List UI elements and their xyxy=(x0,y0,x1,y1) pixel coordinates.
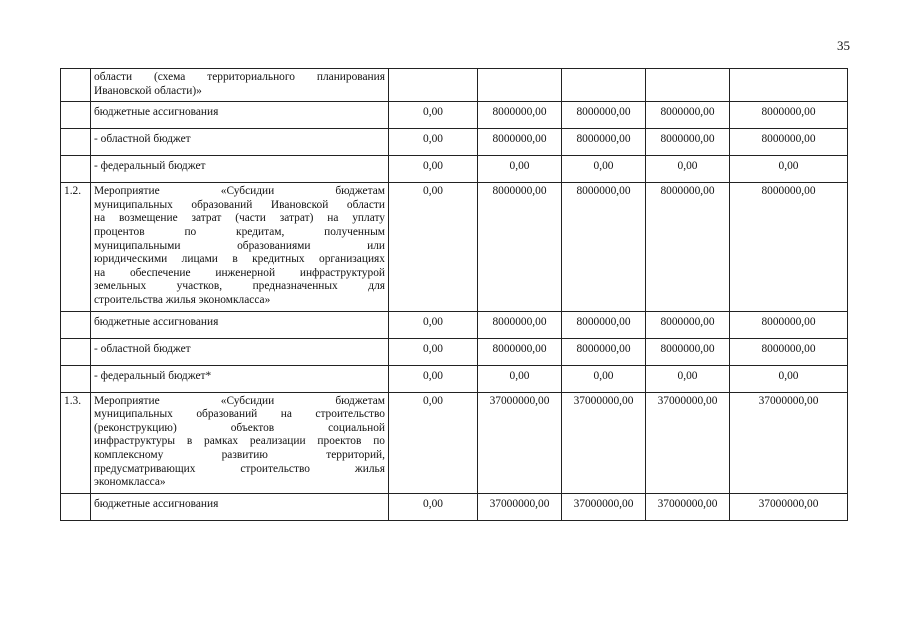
table-row xyxy=(61,365,848,392)
value-cell: 0,00 xyxy=(389,129,478,156)
value-cell: 0,00 xyxy=(562,156,646,183)
row-name-line: процентов по кредитам, полученным xyxy=(94,225,385,238)
value-cell: 8000000,00 xyxy=(730,311,848,338)
value-cell: 8000000,00 xyxy=(562,102,646,129)
value-cell: 8000000,00 xyxy=(562,311,646,338)
value-cell: 0,00 xyxy=(478,365,562,392)
row-name-line: на обеспечение инженерной инфраструктурой xyxy=(94,266,385,279)
value-cell: 8000000,00 xyxy=(562,183,646,311)
value-cell: 0,00 xyxy=(562,365,646,392)
value-cell: 0,00 xyxy=(478,156,562,183)
value-cell: 37000000,00 xyxy=(730,493,848,520)
value-cell: 0,00 xyxy=(646,156,730,183)
value-cell: 37000000,00 xyxy=(646,493,730,520)
table-row xyxy=(61,69,848,102)
value-cell: 8000000,00 xyxy=(478,129,562,156)
row-name: - областной бюджет xyxy=(91,338,389,365)
value-cell xyxy=(389,69,478,102)
row-name: - федеральный бюджет xyxy=(91,156,389,183)
row-name-line: земельных участков, предназначенных для xyxy=(94,280,385,293)
value-cell: 8000000,00 xyxy=(478,183,562,311)
value-cell: 37000000,00 xyxy=(478,493,562,520)
table-row xyxy=(61,338,848,365)
table-row xyxy=(61,129,848,156)
value-cell: 0,00 xyxy=(730,156,848,183)
row-name-line: Мероприятие «Субсидии бюджетам xyxy=(94,394,385,407)
value-cell xyxy=(646,69,730,102)
row-name: - областной бюджет xyxy=(91,129,389,156)
row-number xyxy=(61,311,91,338)
value-cell: 0,00 xyxy=(389,365,478,392)
row-name-line: на возмещение затрат (части затрат) на уплату xyxy=(94,212,385,225)
row-name-line: муниципальных образований на строительство xyxy=(94,408,385,421)
table-row xyxy=(61,102,848,129)
value-cell xyxy=(730,69,848,102)
row-number xyxy=(61,338,91,365)
value-cell: 8000000,00 xyxy=(730,338,848,365)
row-name-line: Мероприятие «Субсидии бюджетам xyxy=(94,185,385,198)
value-cell: 8000000,00 xyxy=(478,338,562,365)
value-cell: 0,00 xyxy=(389,338,478,365)
table-row xyxy=(61,156,848,183)
value-cell: 0,00 xyxy=(389,102,478,129)
value-cell: 0,00 xyxy=(389,493,478,520)
value-cell: 0,00 xyxy=(389,183,478,311)
page-number: 35 xyxy=(837,38,850,53)
row-name: - федеральный бюджет* xyxy=(91,365,389,392)
row-name-line: муниципальных образований Ивановской области xyxy=(94,198,385,211)
row-name-line: инфраструктуры в рамках реализации проектов по xyxy=(94,435,385,448)
row-name: бюджетные ассигнования xyxy=(91,493,389,520)
value-cell: 8000000,00 xyxy=(646,102,730,129)
value-cell: 8000000,00 xyxy=(646,338,730,365)
row-number xyxy=(61,365,91,392)
value-cell: 8000000,00 xyxy=(478,102,562,129)
row-name-line: комплексному развитию территорий, xyxy=(94,448,385,461)
row-number: 1.2. xyxy=(61,183,91,311)
table-row xyxy=(61,392,848,493)
row-name-line: Ивановской области)» xyxy=(94,84,202,97)
value-cell: 37000000,00 xyxy=(562,392,646,493)
value-cell xyxy=(562,69,646,102)
value-cell: 8000000,00 xyxy=(562,129,646,156)
row-number xyxy=(61,493,91,520)
value-cell xyxy=(478,69,562,102)
value-cell: 0,00 xyxy=(389,156,478,183)
value-cell: 8000000,00 xyxy=(730,183,848,311)
row-name-line: экономкласса» xyxy=(94,476,166,489)
row-number xyxy=(61,102,91,129)
row-name-line: (реконструкцию) объектов социальной xyxy=(94,421,385,434)
row-number xyxy=(61,156,91,183)
table-row xyxy=(61,493,848,520)
value-cell: 37000000,00 xyxy=(478,392,562,493)
row-name-line: строительства жилья экономкласса» xyxy=(94,293,271,306)
value-cell: 0,00 xyxy=(646,365,730,392)
table-row xyxy=(61,311,848,338)
value-cell: 0,00 xyxy=(389,392,478,493)
value-cell: 8000000,00 xyxy=(730,129,848,156)
row-number: 1.3. xyxy=(61,392,91,493)
row-name: бюджетные ассигнования xyxy=(91,102,389,129)
value-cell: 37000000,00 xyxy=(646,392,730,493)
value-cell: 37000000,00 xyxy=(730,392,848,493)
value-cell: 8000000,00 xyxy=(646,183,730,311)
row-name-line: предусматривающих строительство жилья xyxy=(94,462,385,475)
row-number xyxy=(61,129,91,156)
row-name xyxy=(91,392,389,493)
value-cell: 8000000,00 xyxy=(478,311,562,338)
value-cell: 0,00 xyxy=(730,365,848,392)
row-name-line: юридическими лицами в кредитных организациях xyxy=(94,253,385,266)
value-cell: 8000000,00 xyxy=(562,338,646,365)
value-cell: 37000000,00 xyxy=(562,493,646,520)
value-cell: 8000000,00 xyxy=(646,311,730,338)
row-name-line: муниципальными образованиями или xyxy=(94,239,385,252)
budget-table xyxy=(60,68,848,521)
table-row xyxy=(61,183,848,311)
row-name xyxy=(91,69,389,102)
row-name: бюджетные ассигнования xyxy=(91,311,389,338)
value-cell: 8000000,00 xyxy=(730,102,848,129)
value-cell: 8000000,00 xyxy=(646,129,730,156)
row-name-line: области (схема территориального планирования xyxy=(94,71,385,83)
value-cell: 0,00 xyxy=(389,311,478,338)
row-name xyxy=(91,183,389,311)
row-number xyxy=(61,69,91,102)
